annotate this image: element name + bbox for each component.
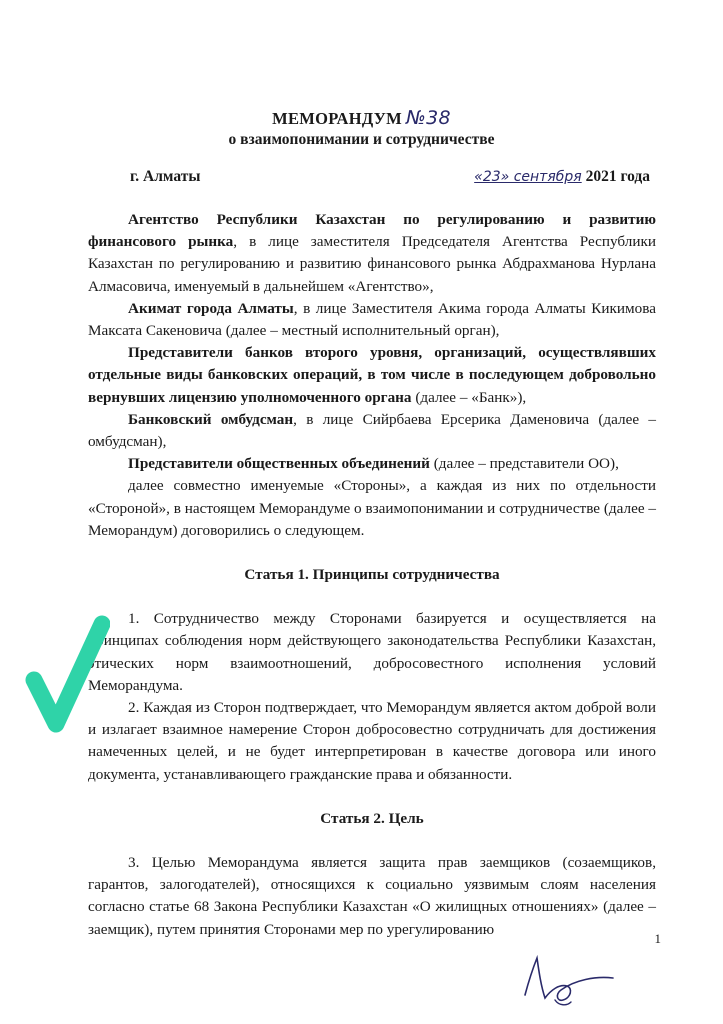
party-paragraph bbox=[88, 342, 656, 409]
party-name: Акимат города Алматы bbox=[128, 299, 294, 317]
document-date bbox=[474, 168, 650, 186]
party-paragraph bbox=[88, 409, 656, 453]
party-paragraph bbox=[88, 209, 656, 298]
article-1-clause-1: 1. Сотрудничество между Сторонами базируется и осуществляется на принципах соблюдения норм действующего законодательства Республики Казахстан, этических норм взаимоотношений, добросовестного исполнения условий Меморандума. bbox=[88, 610, 656, 694]
document-title bbox=[0, 107, 723, 129]
party-details: (далее – представители ОО), bbox=[429, 455, 619, 473]
party-details: , в лице Сийрбаева Ерсерика Даменовича (далее – омбудсман), bbox=[88, 410, 656, 451]
handwritten-date: «23» сентября bbox=[474, 169, 582, 185]
party-paragraph bbox=[88, 453, 656, 475]
handwritten-number: №38 bbox=[406, 107, 451, 129]
signature-icon bbox=[515, 950, 625, 1010]
article-2-clause-3: 3. Целью Меморандума является защита прав заемщиков (созаемщиков, гарантов, залогодателей), относящихся к социально уязвимым слоям населения согласно статье 68 Закона Республики Казахстан «О жилищных отношениях» (далее – заемщик), путем принятия Сторонами мер по урегулированию bbox=[88, 854, 656, 938]
party-details: , в лице заместителя Председателя Агентства Республики Казахстан по регулированию и развитию финансового рынка Абдрахманова Нурлана Алмасовича, именуемый в дальнейшем «Агентство», bbox=[88, 233, 656, 295]
date-year: 2021 года bbox=[585, 168, 650, 185]
party-paragraph bbox=[88, 298, 656, 342]
article-1-heading: Статья 1. Принципы сотрудничества bbox=[244, 566, 500, 584]
party-name: Представители общественных объединений bbox=[128, 455, 430, 473]
document-subtitle: о взаимопонимании и сотрудничестве bbox=[228, 131, 495, 148]
document-body bbox=[88, 209, 656, 941]
party-name: Представители банков второго уровня, организаций, осуществлявших отдельные виды банковских операций, в том числе в последующем добровольно вернувших лицензию уполномоченного органа bbox=[88, 344, 656, 406]
party-details: , в лице Заместителя Акима города Алматы Кикимова Максата Сакеновича (далее – местный исполнительный орган), bbox=[88, 299, 656, 340]
page-number: 1 bbox=[654, 931, 661, 946]
party-name: Банковский омбудсман bbox=[128, 410, 294, 428]
article-2-heading: Статья 2. Цель bbox=[320, 809, 424, 827]
intro-closing: далее совместно именуемые «Стороны», а каждая из них по отдельности «Стороной», в настоящем Меморандуме о взаимопонимании и сотрудничестве (далее – Меморандум) договорились о следующем. bbox=[88, 477, 656, 539]
city: г. Алматы bbox=[130, 168, 201, 185]
party-details: (далее – «Банк»), bbox=[411, 388, 527, 406]
check-mark-icon bbox=[20, 612, 110, 742]
article-1-clause-2: 2. Каждая из Сторон подтверждает, что Меморандум является актом доброй воли и излагает взаимное намерение Сторон добросовестно сотрудничать для достижения намеченных целей, и не будет интерпретирован в качестве договора или иного документа, устанавливающего гражданские права и обязанности. bbox=[88, 699, 656, 783]
title-text: МЕМОРАНДУМ bbox=[272, 109, 403, 128]
party-name: Агентство Республики Казахстан по регулированию и развитию финансового рынка bbox=[88, 211, 656, 251]
